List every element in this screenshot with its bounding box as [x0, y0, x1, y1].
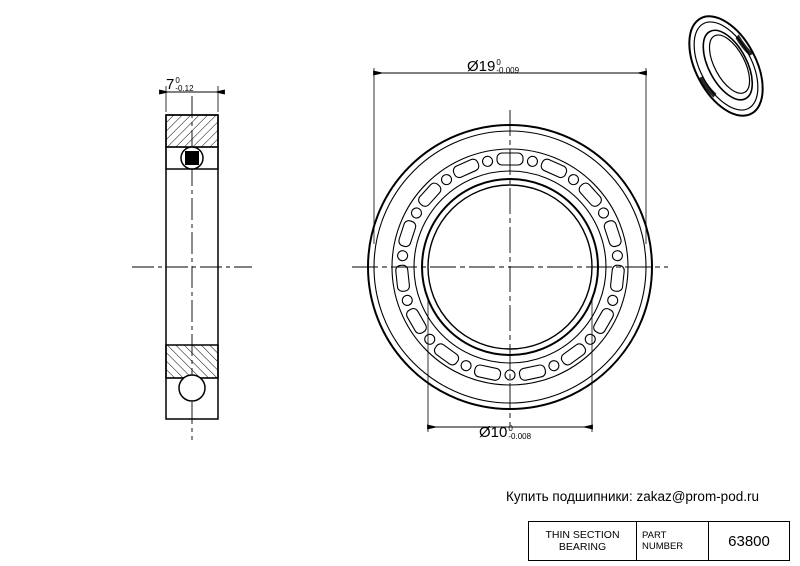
- od-nominal: Ø19: [467, 58, 496, 75]
- od-tolerance-lower: -0.009: [496, 66, 520, 76]
- section-ball-bottom: [179, 375, 205, 401]
- title-block-description: [529, 522, 637, 560]
- section-outer-race-top: [166, 115, 218, 147]
- title-block-part-label: [637, 522, 709, 560]
- section-outer-race-bottom: [166, 345, 218, 378]
- width-tolerance-lower: -0.12: [175, 84, 194, 94]
- cross-section-view: [132, 86, 252, 440]
- id-nominal: Ø10: [479, 424, 508, 441]
- title-block-part-number: 63800: [728, 532, 770, 550]
- od-tolerance-upper: 0: [496, 58, 501, 68]
- outer-diameter-dimension-label: [467, 58, 519, 75]
- width-tolerance: [175, 77, 193, 93]
- id-tolerance-lower: -0.008: [508, 432, 532, 442]
- width-tolerance-upper: 0: [175, 76, 180, 86]
- description-line-1: THIN SECTION: [545, 529, 620, 541]
- width-nominal: 7: [166, 76, 175, 93]
- part-label-line-2: NUMBER: [642, 541, 684, 552]
- od-tolerance: [496, 59, 519, 75]
- part-label-line-1: PART: [642, 530, 667, 541]
- front-view: [352, 68, 668, 432]
- description-line-2: BEARING: [558, 541, 607, 553]
- id-tolerance-upper: 0: [508, 424, 513, 434]
- title-block: [528, 521, 790, 561]
- width-dimension-label: [166, 76, 194, 93]
- isometric-view: [674, 4, 778, 128]
- section-ball-top-fill: [185, 151, 199, 165]
- promo-contact-text: Купить подшипники: zakaz@prom-pod.ru: [506, 489, 759, 504]
- id-tolerance: [508, 425, 531, 441]
- inner-diameter-dimension-label: [479, 424, 531, 441]
